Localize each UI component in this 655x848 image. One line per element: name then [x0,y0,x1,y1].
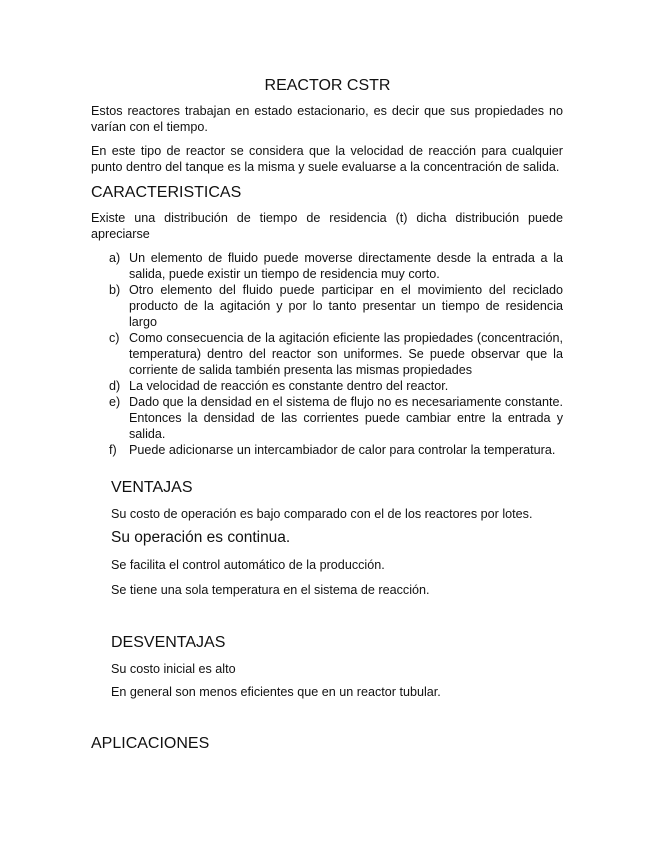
ventajas-line-4: Se tiene una sola temperatura en el sistema de reacción. [111,583,430,597]
list-item-text: Un elemento de fluido puede moverse directamente desde la entrada a la salida, puede existir un tiempo de residencia muy corto. [129,251,563,281]
list-item [91,282,563,330]
list-marker: c) [109,331,120,345]
list-item-text: Puede adicionarse un intercambiador de calor para controlar la temperatura. [129,443,556,457]
heading-aplicaciones: APLICACIONES [91,735,210,752]
list-marker: e) [109,395,121,409]
list-item [91,378,563,394]
list-item-text: Otro elemento del fluido puede participar en el movimiento del reciclado producto de la agitación y por lo tanto presentar un tiempo de residencia largo [129,283,563,329]
list-item-text: Como consecuencia de la agitación eficiente las propiedades (concentración, temperatura) dentro del reactor son uniformes. Se puede observar que la corriente de salida también presenta las mismas propiedades [129,331,563,377]
heading-ventajas: VENTAJAS [111,479,193,496]
heading-desventajas: DESVENTAJAS [111,634,226,651]
ventajas-line-3: Se facilita el control automático de la producción. [111,558,385,572]
list-item [91,442,563,458]
list-item [91,250,563,282]
caracteristicas-lead: Existe una distribución de tiempo de residencia (t) dicha distribución puede apreciarse [91,211,563,241]
ventajas-line-2: Su operación es continua. [111,529,291,546]
list-item-text: Dado que la densidad en el sistema de flujo no es necesariamente constante. Entonces la densidad de las corrientes puede cambiar entre la entrada y salida. [129,395,563,441]
list-marker: f) [109,443,117,457]
intro-paragraph-2: En este tipo de reactor se considera que la velocidad de reacción para cualquier punto dentro del tanque es la misma y suele evaluarse a la concentración de salida. [91,144,563,174]
caracteristicas-list [91,250,563,458]
heading-caracteristicas: CARACTERISTICAS [91,184,242,201]
document-title: REACTOR CSTR [264,77,391,94]
intro-paragraph-1: Estos reactores trabajan en estado estacionario, es decir que sus propiedades no varían con el tiempo. [91,104,563,134]
list-marker: a) [109,251,121,265]
list-marker: b) [109,283,121,297]
desventajas-line-2: En general son menos eficientes que en un reactor tubular. [111,685,441,699]
ventajas-line-1: Su costo de operación es bajo comparado con el de los reactores por lotes. [111,507,533,521]
desventajas-line-1: Su costo inicial es alto [111,662,236,676]
list-item [91,394,563,442]
list-item-text: La velocidad de reacción es constante dentro del reactor. [129,379,449,393]
list-item [91,330,563,378]
list-marker: d) [109,379,121,393]
